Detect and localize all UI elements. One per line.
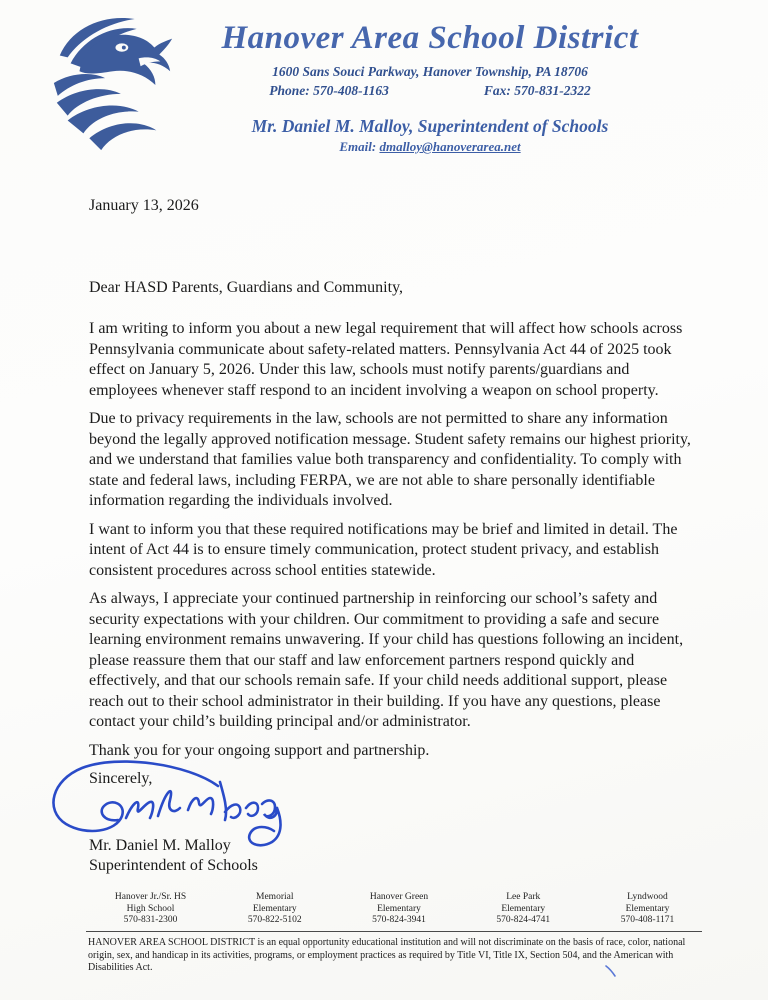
school-type: Elementary [377, 903, 421, 914]
salutation: Dear HASD Parents, Guardians and Community, [89, 278, 404, 296]
closing-line: Sincerely, [89, 770, 153, 787]
paragraph-4: As always, I appreciate your continued partnership in reinforcing our school’s safety and security expectations with your children. Our commitment to providing a safe and secure learning environment remains unwavering. If your child has questions following an incident, please reassure them that our staff and law enforcement partners respond quickly and effectively, and that our schools remain safe. If your child needs additional support, please reach out to their school administrator in their building. If you have any questions, please contact your child’s building principal and/or administrator. [89, 590, 684, 730]
school-type: High School [126, 903, 175, 914]
superintendent-email: dmalloy@hanoverarea.net [379, 139, 521, 154]
email-line [150, 139, 710, 155]
letterhead [150, 20, 710, 155]
school-col-high-school [108, 892, 193, 927]
school-phone: 570-408-1171 [620, 915, 675, 925]
paragraph-3: I want to inform you that these required notifications may be brief and limited in detail. The intent of Act 44 is to ensure timely communication, protect student privacy, and establish consistent procedures across school entities statewide. [89, 520, 678, 579]
school-name: Lyndwood [627, 892, 668, 902]
school-phone: 570-822-5102 [247, 915, 302, 925]
school-name: Lee Park [506, 892, 541, 902]
letter-body [89, 196, 697, 877]
school-type: Elementary [252, 903, 297, 914]
school-type: Elementary [501, 903, 546, 914]
equal-opportunity-disclaimer: HANOVER AREA SCHOOL DISTRICT is an equal opportunity educational institution and will not discriminate on the basis of race, color, national origin, sex, and handicap in its activities, programs, or employment practices as required by Title VI, Title IX, Section 504, and the American with Disabilities Act. [88, 937, 686, 973]
stray-pen-mark [604, 964, 618, 978]
signer-title: Superintendent of Schools [89, 857, 258, 874]
school-col-lee-park [481, 892, 566, 927]
thanks-line: Thank you for your ongoing support and partnership. [89, 741, 430, 759]
school-col-lyndwood [605, 892, 690, 927]
school-col-hanover-green [357, 892, 442, 927]
signer-name: Mr. Daniel M. Malloy [89, 836, 231, 854]
school-phone: 570-824-4741 [496, 915, 551, 925]
school-col-memorial [232, 892, 317, 927]
paragraph-1: I am writing to inform you about a new legal requirement that will affect how schools across Pennsylvania communicate about safety-related matters. Pennsylvania Act 44 of 2025 took effect on January 5, 2026. Under this law, schools must notify parents/guardians and employees whenever staff respond to an incident involving a weapon on school property. [89, 320, 683, 399]
school-directory [108, 892, 690, 927]
footer-divider [86, 931, 702, 932]
school-name: Hanover Green [369, 892, 429, 902]
email-label: Email: [339, 139, 380, 154]
school-phone: 570-824-3941 [372, 915, 426, 925]
paragraph-2: Due to privacy requirements in the law, schools are not permitted to share any information beyond the legally approved notification message. Student safety remains our highest priority, and we understand that families value both transparency and confidentiality. To comply with state and federal laws, including FERPA, we are not able to share personally identifiable information regarding the individuals involved. [89, 410, 691, 509]
phone-fax-row [150, 83, 710, 99]
school-name: Hanover Jr./Sr. HS [114, 892, 187, 902]
fax-number: Fax: 570-831-2322 [483, 83, 591, 98]
phone-number: Phone: 570-408-1163 [269, 83, 389, 98]
school-type: Elementary [625, 903, 670, 914]
district-address: 1600 Sans Souci Parkway, Hanover Township, PA 18706 [272, 64, 588, 79]
school-name: Memorial [256, 892, 294, 902]
school-phone: 570-831-2300 [123, 915, 178, 925]
letter-date: January 13, 2026 [89, 197, 199, 214]
district-name: Hanover Area School District [221, 20, 639, 56]
superintendent-line: Mr. Daniel M. Malloy, Superintendent of Schools [251, 116, 609, 136]
